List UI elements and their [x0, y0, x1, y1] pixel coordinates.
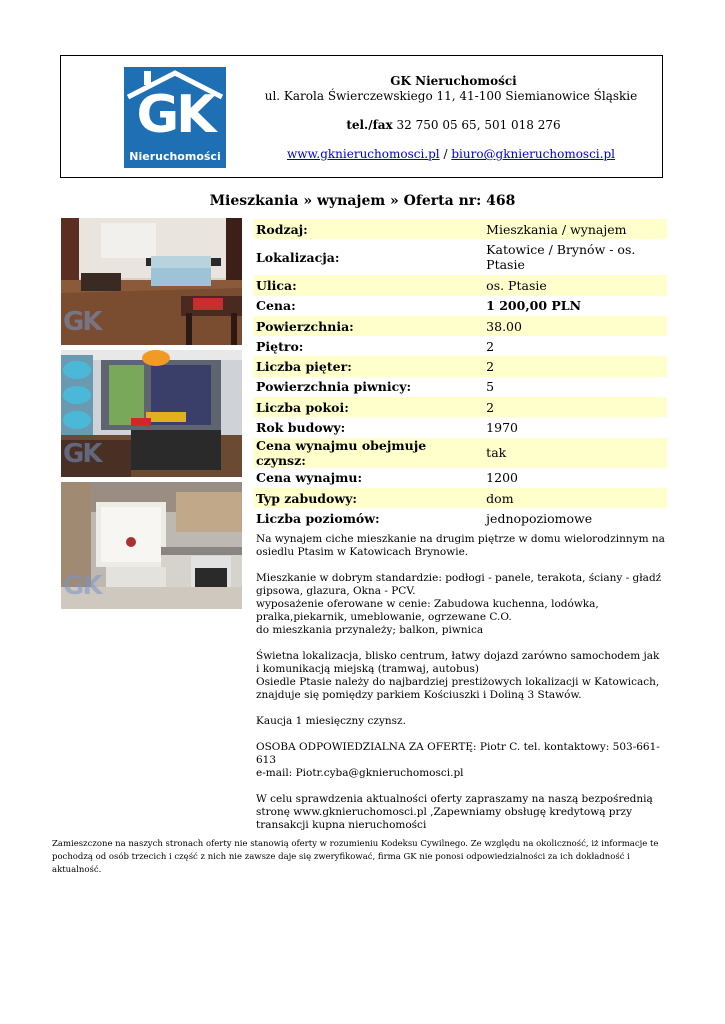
balcony-room-photo[interactable] [61, 350, 242, 477]
detail-value: 2 [486, 359, 495, 375]
photo-watermark: GK [63, 307, 101, 337]
page-title: Mieszkania » wynajem » Oferta nr: 468 [209, 193, 516, 209]
detail-value: 2 [486, 338, 495, 354]
detail-label: Liczba pięter: [256, 359, 352, 375]
description-paragraph [256, 572, 666, 637]
description-line: wyposażenie oferowane w cenie: Zabudowa kuchenna, lodówka, pralka,piekarnik, umeblowanie, ogrzewane C.O. [256, 598, 599, 623]
detail-row [253, 239, 667, 275]
detail-row [253, 468, 667, 488]
phone-label: tel./fax [346, 118, 393, 132]
detail-value: Mieszkania / wynajem [486, 221, 627, 237]
details-table [253, 219, 667, 529]
detail-value: tak [486, 445, 507, 461]
description-line: Świetna lokalizacja, blisko centrum, łatwy dojazd zarówno samochodem jak i komunikacją miejską (tramwaj, autobus) [256, 650, 660, 675]
logo-subtext: Nieruchomości [129, 150, 221, 163]
email-link[interactable]: biuro@gknieruchomosci.pl [451, 147, 615, 161]
description-line: do mieszkania przynależy; balkon, piwnica [256, 624, 484, 636]
detail-row [253, 417, 667, 437]
detail-label: Rodzaj: [256, 221, 308, 237]
detail-row [253, 356, 667, 376]
detail-value: 38.00 [486, 318, 522, 334]
detail-row [253, 438, 667, 468]
detail-row [253, 397, 667, 417]
detail-row [253, 336, 667, 356]
detail-label: Powierzchnia: [256, 318, 354, 334]
website-link[interactable]: www.gknieruchomosci.pl [287, 147, 440, 161]
detail-value: 1970 [486, 420, 518, 436]
phone-value: 32 750 05 65, 501 018 276 [396, 118, 561, 132]
company-name: GK Nieruchomości [390, 74, 517, 88]
detail-row [253, 316, 667, 336]
detail-label: Cena: [256, 298, 296, 314]
detail-label: Rok budowy: [256, 420, 346, 436]
detail-row [253, 488, 667, 508]
detail-label: Ulica: [256, 277, 297, 293]
legal-disclaimer: Zamieszczone na naszych stronach oferty nie stanowią oferty w rozumieniu Kodeksu Cywilnego. Ze względu na okoliczność, iż informacje te pochodzą od osób trzecich i część z nich nie zawsze daje się zweryfikować, firma GK nie ponosi odpowiedzialności za ich dokładność i aktualność. [52, 839, 659, 875]
photo-watermark: GK [63, 439, 101, 469]
kitchen-photo[interactable] [61, 482, 242, 609]
logo-text: GK [136, 85, 214, 145]
detail-label: Piętro: [256, 338, 304, 354]
detail-label: Liczba poziomów: [256, 510, 380, 526]
detail-row [253, 377, 667, 397]
contact-person: OSOBA ODPOWIEDZIALNA ZA OFERTĘ: Piotr C. tel. kontaktowy: 503-661-613 [256, 741, 660, 766]
living-room-photo[interactable] [61, 218, 242, 345]
detail-row [253, 508, 667, 528]
detail-value: 2 [486, 399, 495, 415]
detail-label: Lokalizacja: [256, 249, 340, 265]
detail-label: Powierzchnia piwnicy: [256, 379, 412, 395]
description-line: Mieszkanie w dobrym standardzie: podłogi - panele, terakota, ściany - gładź gipsowa, glazura, Okna - PCV. [256, 572, 662, 597]
detail-row [253, 219, 667, 239]
detail-value: Katowice / Brynów - os. Ptasie [486, 242, 636, 273]
detail-value: os. Ptasie [486, 277, 547, 293]
photo-watermark: GK [63, 571, 101, 601]
offer-description [256, 533, 666, 845]
link-separator: / [443, 147, 448, 161]
detail-label: Liczba pokoi: [256, 399, 349, 415]
detail-label: Cena wynajmu obejmuje czynsz: [256, 437, 427, 468]
company-logo [124, 67, 226, 168]
detail-value: 1200 [486, 470, 518, 486]
header-box [60, 55, 663, 178]
company-links [251, 146, 651, 162]
detail-row [253, 275, 667, 295]
detail-value: jednopoziomowe [486, 510, 593, 526]
detail-label: Typ zabudowy: [256, 490, 358, 506]
detail-value: 5 [486, 379, 495, 395]
price-value: 1 200,00 PLN [486, 298, 582, 314]
company-address: ul. Karola Świerczewskiego 11, 41-100 Siemianowice Śląskie [264, 89, 638, 103]
contact-paragraph [256, 741, 666, 780]
description-paragraph [256, 650, 666, 702]
detail-label: Cena wynajmu: [256, 470, 363, 486]
description-paragraph: Na wynajem ciche mieszkanie na drugim piętrze w domu wielorodzinnym na osiedlu Ptasim w Katowicach Brynowie. [256, 533, 665, 558]
detail-row [253, 296, 667, 316]
company-phone [291, 117, 616, 133]
detail-value: dom [486, 490, 514, 506]
contact-email: e-mail: Piotr.cyba@gknieruchomosci.pl [256, 767, 464, 779]
description-line: Osiedle Ptasie należy do najbardziej prestiżowych lokalizacji w Katowicach, znajduje się pomiędzy parkiem Kościuszki i Doliną 3 Stawów. [256, 676, 660, 701]
description-paragraph: W celu sprawdzenia aktualności oferty zapraszamy na naszą bezpośrednią stronę www.gknieruchomosci.pl ,Zapewniamy obsługę kredytową przy transakcji kupna nieruchomości [256, 793, 653, 831]
description-paragraph: Kaucja 1 miesięczny czynsz. [256, 715, 406, 727]
